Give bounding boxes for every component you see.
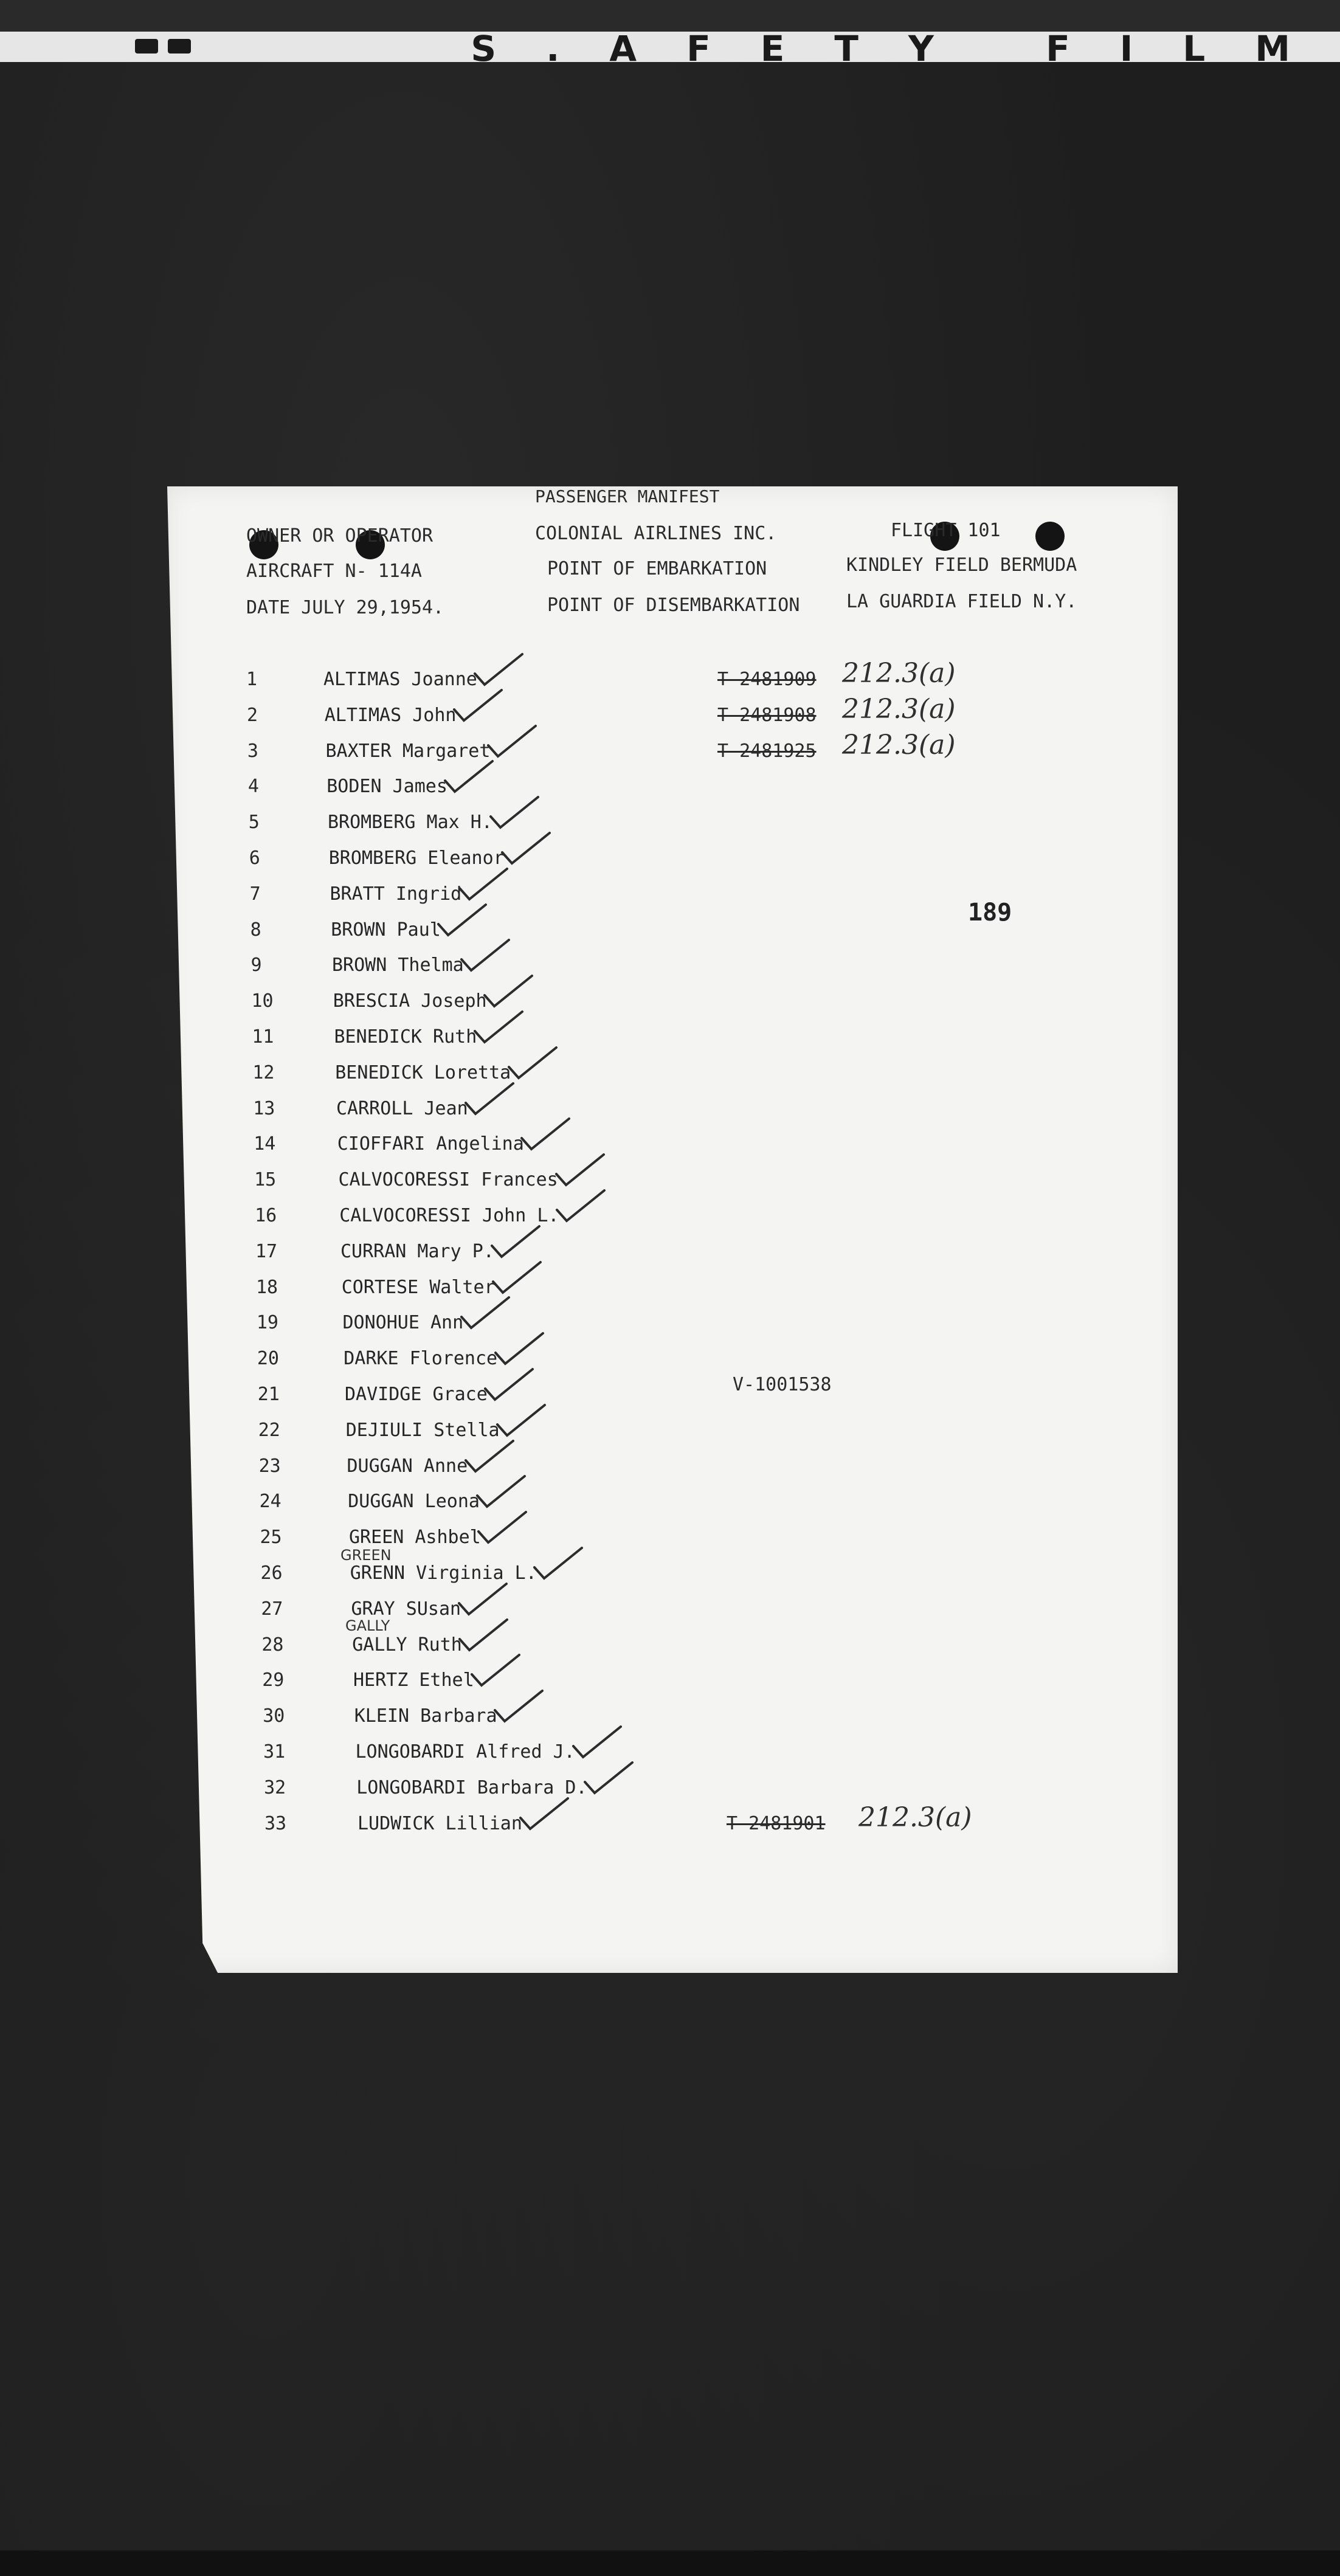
owner-label: OWNER OR OPERATOR [246,525,433,547]
embarkation-point: KINDLEY FIELD BERMUDA [846,554,1077,576]
check-mark-icon [531,1545,585,1582]
passenger-number: 8 [250,919,261,941]
passenger-name: DUGGAN Anne [347,1455,468,1477]
passenger-number: 10 [251,990,274,1012]
disembarkation-label: POINT OF DISEMBARKATION [547,595,800,616]
passenger-number: 1 [246,669,258,690]
visa-number: V-1001538 [733,1374,832,1395]
passenger-number: 24 [259,1491,281,1513]
passenger-number: 22 [258,1419,280,1441]
check-mark-icon [487,795,542,831]
check-mark-icon [471,652,526,688]
passenger-name: DAVIDGE Grace [345,1384,488,1405]
film-edge-text: S.AFETY FILM [471,32,1340,62]
passenger-name: CARROLL Jean [336,1097,468,1119]
check-mark-icon [482,1367,536,1403]
check-mark-icon [456,1617,511,1654]
passenger-name: BRATT Ingrid [330,883,462,905]
check-mark-icon [499,830,553,867]
handwritten-code: 212.3(a) [858,1801,972,1833]
passenger-number: 30 [263,1705,285,1727]
passenger-number: 4 [247,776,259,798]
manifest-title: PASSENGER MANIFEST [535,486,720,506]
passenger-name: LUDWICK Lillian [357,1812,522,1834]
passenger-name: BRESCIA Joseph [333,990,487,1012]
passenger-name: GRENN Virginia L. [350,1563,537,1584]
passenger-number: 11 [252,1026,274,1048]
check-mark-icon [581,1760,636,1797]
film-top-border [0,0,1340,32]
passenger-name: CALVOCORESSI Frances [338,1169,558,1191]
passenger-number: 7 [249,883,261,905]
check-mark-icon [505,1045,560,1082]
check-mark-icon [553,1152,607,1189]
passenger-name: BODEN James [326,776,447,798]
passenger-number: 33 [264,1812,287,1834]
passenger-number: 15 [254,1169,277,1191]
passenger-name: KLEIN Barbara [354,1705,497,1727]
passenger-number: 2 [246,704,258,726]
passenger-name: GALLY Ruth [352,1634,462,1656]
passenger-name: CALVOCORESSI John L. [339,1205,559,1226]
handwritten-correction-green: GREEN [340,1547,392,1564]
check-mark-icon [462,1438,517,1475]
check-mark-icon [462,1081,517,1117]
handwritten-code: 212.3(a) [842,693,956,725]
passenger-name: BROWN Thelma [332,955,464,976]
passenger-name: HERTZ Ethel [353,1670,474,1691]
ticket-number: T-2481901 [727,1812,826,1834]
check-mark-icon [494,1403,548,1439]
check-mark-icon [435,902,489,939]
manifest-date: DATE JULY 29,1954. [246,597,444,618]
passenger-name: BROMBERG Max H. [328,812,492,834]
check-mark-icon [481,973,536,1010]
check-mark-icon [471,1009,526,1046]
handwritten-code: 212.3(a) [842,729,956,761]
passenger-name: BENEDICK Ruth [334,1026,477,1048]
passenger-name: BROMBERG Eleanor [328,848,505,869]
check-mark-icon [474,1474,528,1510]
passenger-name: DONOHUE Ann [342,1312,464,1334]
ticket-number: T-2481925 [717,740,817,762]
check-mark-icon [488,1224,543,1260]
passenger-number: 28 [261,1634,284,1656]
check-mark-icon [475,1510,530,1546]
passenger-name: BAXTER Margaret [325,740,491,762]
passenger-number: 17 [255,1240,278,1262]
check-mark-icon [485,723,539,760]
passenger-name: DARKE Florence [344,1348,498,1370]
passenger-number: 12 [252,1062,275,1083]
check-mark-icon [456,866,511,903]
embarkation-label: POINT OF EMBARKATION [547,558,767,579]
passenger-number: 20 [257,1348,279,1370]
passenger-number: 5 [248,812,260,834]
film-sprocket-mark [168,39,191,54]
page-number: 189 [968,899,1012,927]
flight-number: FLIGHT 101 [891,520,1001,541]
passenger-number: 6 [249,848,260,869]
punch-hole [1035,522,1065,551]
passenger-name: LONGOBARDI Barbara D. [356,1777,587,1798]
check-mark-icon [451,688,505,724]
manifest-page [167,486,1178,1973]
passenger-number: 23 [258,1455,281,1477]
check-mark-icon [491,1688,546,1725]
passenger-name: GRAY SUsan [351,1598,461,1620]
check-mark-icon [458,1295,513,1331]
handwritten-code: 212.3(a) [842,658,956,689]
aircraft-number: AIRCRAFT N- 114A [246,561,422,582]
check-mark-icon [553,1188,608,1224]
passenger-number: 9 [250,955,262,976]
check-mark-icon [458,938,513,974]
passenger-number: 19 [256,1312,278,1334]
film-sprocket-mark [135,39,158,54]
ticket-number: T-2481908 [717,704,817,726]
passenger-name: CIOFFARI Angelina [337,1133,524,1155]
film-bottom-border [0,2550,1340,2576]
check-mark-icon [517,1796,572,1832]
passenger-name: CURRAN Mary P. [340,1240,494,1262]
passenger-number: 14 [254,1133,276,1155]
check-mark-icon [570,1724,624,1761]
check-mark-icon [441,759,496,795]
disembarkation-point: LA GUARDIA FIELD N.Y. [846,591,1077,612]
passenger-name: BENEDICK Loretta [335,1062,511,1083]
passenger-name: ALTIMAS John [324,704,457,726]
passenger-name: DEJIULI Stella [345,1419,500,1441]
check-mark-icon [468,1652,523,1689]
passenger-number: 16 [255,1205,277,1226]
passenger-name: GREEN Ashbel [349,1527,481,1549]
operator-name: COLONIAL AIRLINES INC. [535,523,777,544]
check-mark-icon [518,1116,573,1153]
check-mark-icon [489,1260,544,1296]
ticket-number: T-2481909 [717,669,817,690]
passenger-number: 31 [263,1741,286,1763]
passenger-name: BROWN Paul [331,919,441,941]
passenger-number: 26 [260,1563,283,1584]
check-mark-icon [492,1331,547,1367]
passenger-number: 3 [247,740,258,762]
passenger-name: CORTESE Walter [341,1276,496,1298]
handwritten-correction-gally: GALLY [345,1617,390,1634]
check-mark-icon [455,1581,510,1618]
passenger-number: 18 [255,1276,278,1298]
passenger-name: DUGGAN Leona [348,1491,480,1513]
passenger-name: ALTIMAS Joanne [323,669,477,690]
passenger-name: LONGOBARDI Alfred J. [355,1741,575,1763]
passenger-number: 13 [253,1097,275,1119]
film-edge-strip [0,32,1340,62]
passenger-number: 21 [257,1384,280,1405]
passenger-number: 32 [264,1777,286,1798]
passenger-number: 27 [261,1598,283,1620]
passenger-number: 29 [262,1670,285,1691]
passenger-number: 25 [260,1527,282,1549]
